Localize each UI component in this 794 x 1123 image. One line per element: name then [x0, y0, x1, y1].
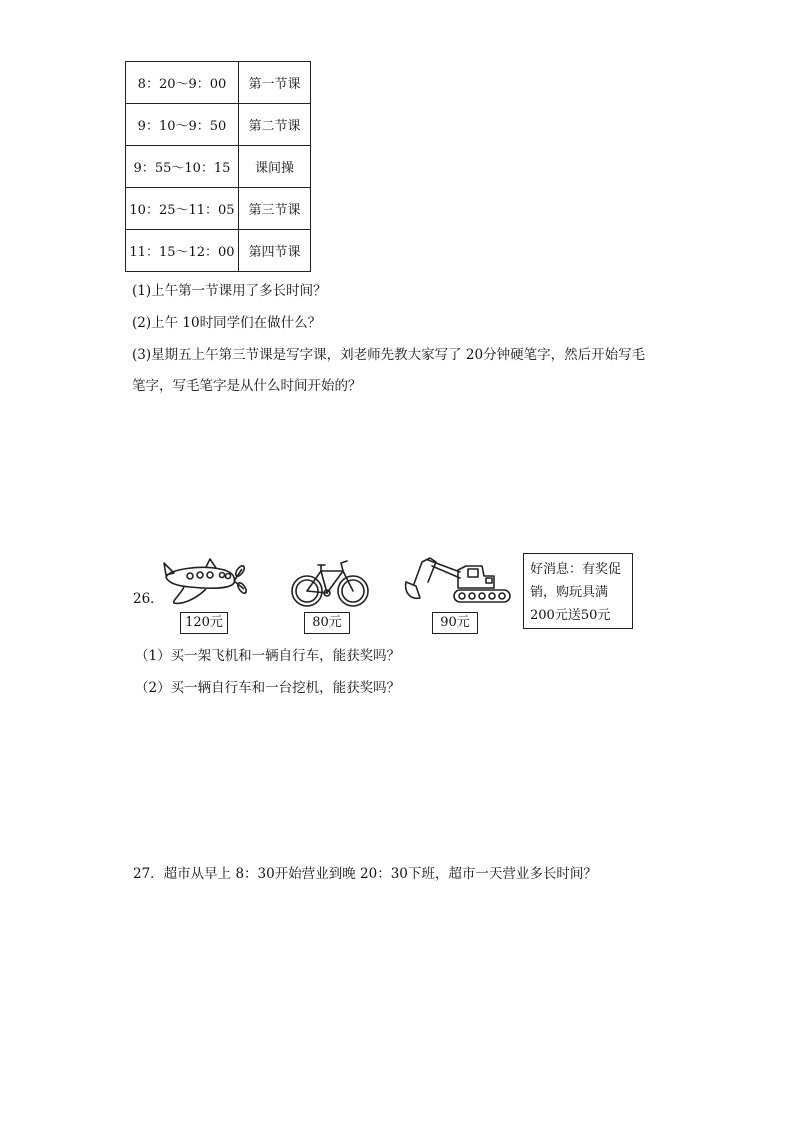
period-cell: 课间操	[239, 146, 311, 188]
time-cell: 8：20～9：00	[126, 62, 239, 104]
q26-number: 26．	[133, 591, 164, 607]
promotion-notice-box	[523, 553, 633, 629]
period-cell: 第一节课	[239, 62, 311, 104]
q25-sub1: (1)上午第一节课用了多长时间？	[132, 283, 327, 299]
excavator-icon	[402, 552, 514, 608]
q27-text: 27．超市从早上 8：30开始营业到晚 20：30下班，超市一天营业多长时间？	[133, 866, 597, 882]
q25-sub2: (2)上午 10时同学们在做什么？	[132, 315, 322, 331]
plane-price-label: 120元	[180, 612, 228, 634]
table-row	[126, 62, 311, 104]
table-row	[126, 104, 311, 146]
excavator-price-label: 90元	[432, 612, 478, 634]
notice-line: 好消息：有奖促	[530, 562, 622, 577]
period-cell: 第三节课	[239, 188, 311, 230]
q26-sub1: （1）买一架飞机和一辆自行车，能获奖吗？	[135, 648, 401, 664]
time-cell: 10：25～11：05	[126, 188, 239, 230]
period-cell: 第二节课	[239, 104, 311, 146]
time-cell: 9：10～9：50	[126, 104, 239, 146]
time-cell: 9：55～10：15	[126, 146, 239, 188]
table-row	[126, 230, 311, 272]
time-cell: 11：15～12：00	[126, 230, 239, 272]
notice-line: 200元送50元	[530, 608, 611, 623]
notice-line: 销，购玩具满	[530, 585, 609, 600]
schedule-table	[125, 61, 311, 272]
q26-sub2: （2）买一辆自行车和一台挖机，能获奖吗？	[135, 680, 401, 696]
bicycle-icon	[291, 557, 369, 609]
table-row	[126, 146, 311, 188]
airplane-toy-icon	[160, 555, 250, 610]
period-cell: 第四节课	[239, 230, 311, 272]
q25-sub3-line2: 笔字，写毛笔字是从什么时间开始的？	[132, 378, 362, 394]
bike-price-label: 80元	[304, 612, 350, 634]
q25-sub3-line1: (3)星期五上午第三节课是写字课，刘老师先教大家写了 20分钟硬笔字，然后开始写毛	[132, 347, 646, 363]
table-row	[126, 188, 311, 230]
